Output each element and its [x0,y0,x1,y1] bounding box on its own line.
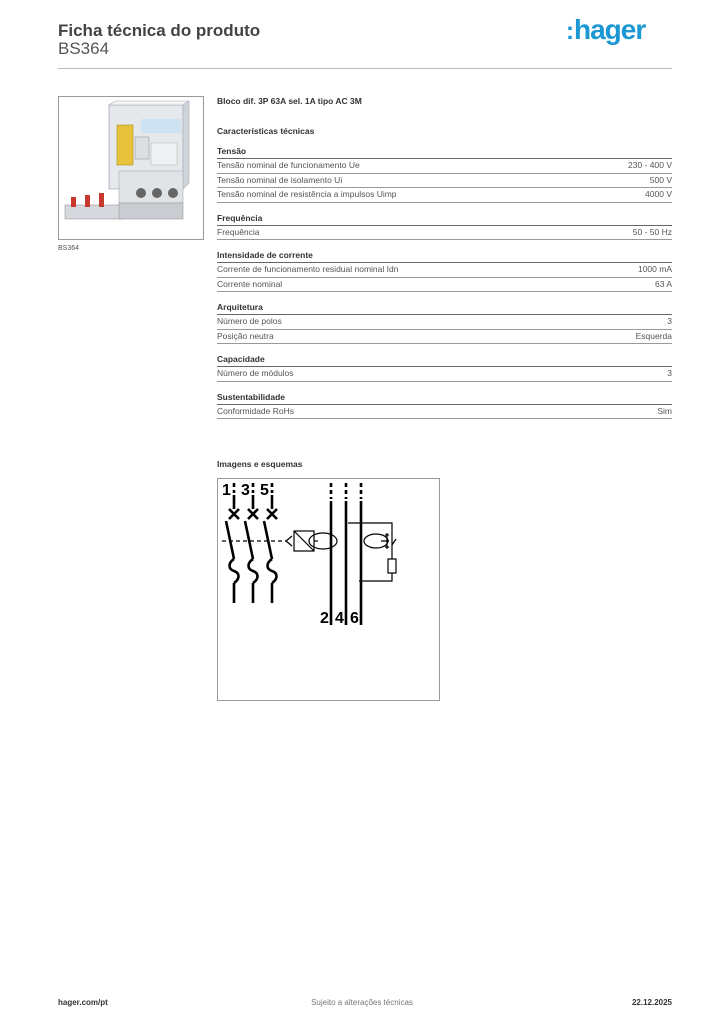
spec-row [217,330,672,345]
spec-row [217,263,672,278]
spec-label: Tensão nominal de resistência a impulsos Uimp [217,189,397,199]
wiring-schematic [218,479,439,700]
spec-label: Corrente de funcionamento residual nominal Idn [217,264,399,274]
spec-sections [217,145,672,419]
spec-row [217,174,672,189]
spec-label: Tensão nominal de funcionamento Ue [217,160,360,170]
spec-value: 1000 mA [637,264,672,274]
spec-label: Frequência [217,226,260,237]
header-divider [58,68,672,69]
spec-row [217,405,672,420]
terminal-top-5: 5 [260,482,269,499]
product-photo [58,96,204,240]
spec-value: 4000 V [645,189,672,199]
section-title: Sustentabilidade [217,391,672,405]
spec-label: Tensão nominal de isolamento Ui [217,174,343,185]
spec-value: 63 A [654,278,672,289]
spec-label: Número de módulos [217,368,294,378]
spec-label: Número de polos [217,316,282,326]
footer-website[interactable]: hager.com/pt [58,998,108,1007]
wiring-diagram [217,478,440,701]
product-description: Bloco dif. 3P 63A sel. 1A tipo AC 3M [217,96,362,106]
product-code: BS364 [58,39,110,58]
spec-value: 3 [667,368,672,378]
spec-value: Sim [657,405,672,416]
spec-row [217,188,672,203]
terminal-bottom-4: 4 [335,610,344,627]
section-title: Intensidade de corrente [217,249,672,263]
rcd-block-illustration [59,97,203,239]
terminal-bottom-2: 2 [320,610,329,627]
hager-logo: :hager [566,14,646,45]
spec-row [217,315,672,330]
spec-label: Corrente nominal [217,278,283,289]
footer-date: 22.12.2025 [631,998,672,1007]
spec-label: Conformidade RoHs [217,405,295,416]
spec-value: 50 - 50 Hz [632,226,672,237]
section-title: Capacidade [217,353,672,367]
section-title: Frequência [217,212,672,226]
specs-title: Características técnicas [217,126,315,136]
footer-notice: Sujeito a alterações técnicas [311,998,413,1007]
images-title: Imagens e esquemas [217,459,303,469]
spec-row [217,226,672,241]
specifications [217,96,672,419]
spec-row [217,159,672,174]
section-title: Arquitetura [217,301,672,315]
spec-value: 500 V [649,174,672,185]
spec-value: 3 [667,316,672,326]
spec-row [217,278,672,293]
section-title: Tensão [217,145,672,159]
terminal-top-1: 1 [222,482,231,499]
spec-value: 230 - 400 V [628,160,672,170]
terminal-bottom-6: 6 [350,610,359,627]
spec-label: Posição neutra [217,330,274,341]
page-title: Ficha técnica do produto [58,21,261,40]
spec-value: Esquerda [635,330,672,341]
spec-row [217,367,672,382]
terminal-top-3: 3 [241,482,250,499]
photo-caption: BS364 [58,245,80,252]
